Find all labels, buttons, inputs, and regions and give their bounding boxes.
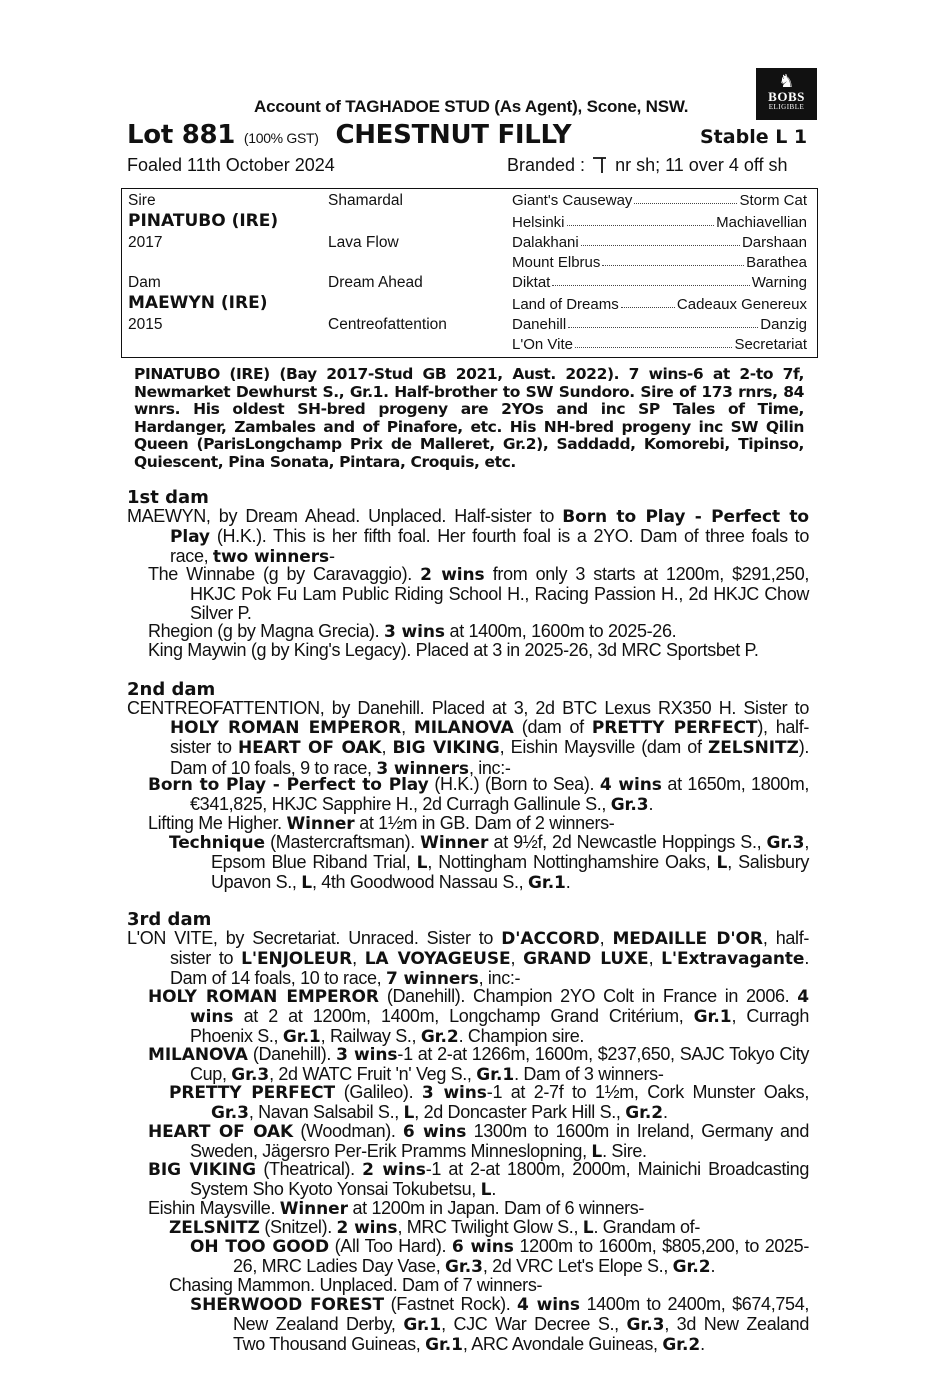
g3-right: Darshaan: [741, 234, 807, 251]
progeny-entry: Eishin Maysville. Winner at 1200m in Japan. Dam of 6 winners-: [148, 1198, 645, 1219]
sire-label: Sire: [128, 192, 156, 209]
g3-left: L'On Vite: [512, 336, 573, 353]
g3-row: [512, 234, 807, 251]
logo-subtext: ELIGIBLE: [768, 103, 805, 111]
g3-right: Warning: [751, 274, 807, 291]
progeny-entry: Technique (Mastercraftsman). Winner at 9½f, 2d Newcastle Hoppings S., Gr.3, Epsom Blue Riband Trial, L, Nottingham Nottinghamshire Oaks, L, Salisbury Upavon S., L, 4th Goodwood Nassau S., Gr.1.: [169, 832, 810, 894]
stable-number: Stable L 1: [700, 126, 808, 148]
dam-sire: Dream Ahead: [328, 274, 423, 291]
lot-number: Lot 881: [127, 120, 236, 150]
dot-leader: [634, 192, 737, 204]
pedigree-table: [121, 188, 818, 358]
dot-leader: [602, 254, 744, 266]
dot-leader: [552, 274, 749, 286]
dam-name: MAEWYN (IRE): [128, 293, 268, 313]
progeny-entry: King Maywin (g by King's Legacy). Placed at 3 in 2025-26, 3d MRC Sportsbet P.: [148, 640, 759, 660]
sire-summary: PINATUBO (IRE) (Bay 2017-Stud GB 2021, Aust. 2022). 7 wins-6 at 2-to 7f, Newmarket Dewhurst S., Gr.1. Half-brother to SW Sundoro. Sire of 173 rnrs, 84 wnrs. His oldest SH-bred progeny are 2YOs and inc SP Tales of Time, Hardanger, Zambales and of Pinafore, etc. His NH-bred progeny inc SW Qilin Queen (ParisLongchamp Prix de Malleret, Gr.2), Saddadd, Komorebi, Tipinso, Quiescent, Pina Sonata, Pintara, Croquis, etc.: [134, 365, 804, 471]
g3-row: [512, 336, 807, 353]
dam-label: Dam: [128, 274, 161, 291]
dam-dam: Centreofattention: [328, 316, 447, 333]
branded-line: [507, 155, 788, 176]
dot-leader: [567, 214, 715, 226]
branded-label: Branded :: [507, 155, 586, 175]
section-heading-3rd-dam: 3rd dam: [127, 909, 212, 930]
progeny-entry: Rhegion (g by Magna Grecia). 3 wins at 1400m, 1600m to 2025-26.: [148, 621, 677, 642]
g3-right: Machiavellian: [716, 214, 807, 231]
foaled-date: Foaled 11th October 2024: [127, 155, 335, 175]
progeny-entry: OH TOO GOOD (All Too Hard). 6 wins 1200m to 1600m, $805,200, to 2025-26, MRC Ladies Day Vase, Gr.3, 2d VRC Let's Elope S., Gr.2.: [190, 1236, 809, 1278]
sire-year: 2017: [128, 234, 163, 251]
g3-left: Danehill: [512, 316, 567, 333]
progeny-entry: Born to Play - Perfect to Play (H.K.) (Born to Sea). 4 wins at 1650m, 1800m, €341,825, HKJC Sapphire H., 2d Curragh Gallinule S., Gr.3.: [148, 774, 809, 816]
progeny-entry: HOLY ROMAN EMPEROR (Danehill). Champion 2YO Colt in France in 2006. 4 wins at 2 at 1200m, 1400m, Longchamp Grand Critérium, Gr.1, Curragh Phoenix S., Gr.1, Railway S., Gr.2. Champion sire.: [148, 986, 809, 1048]
horse-description: CHESTNUT FILLY: [335, 120, 572, 150]
sire-sire: Shamardal: [328, 192, 403, 209]
progeny-entry: MILANOVA (Danehill). 3 wins-1 at 2-at 1266m, 1600m, $237,650, SAJC Tokyo City Cup, Gr.3, 2d WATC Fruit 'n' Veg S., Gr.1. Dam of 3 winners-: [148, 1044, 810, 1086]
bobs-eligible-logo: [756, 68, 817, 120]
account-line: Account of TAGHADOE STUD (As Agent), Scone, NSW.: [254, 97, 689, 116]
dot-leader: [621, 296, 675, 308]
dot-leader: [575, 336, 732, 348]
progeny-entry: BIG VIKING (Theatrical). 2 wins-1 at 2-at 1800m, 2000m, Mainichi Broadcasting System Sho Kyoto Yonsai Tokubetsu, L.: [148, 1159, 809, 1201]
g3-row: [512, 274, 807, 291]
g3-right: Secretariat: [734, 336, 807, 353]
horse-icon: ♞: [778, 71, 795, 91]
progeny-entry: HEART OF OAK (Woodman). 6 wins 1300m to 1600m in Ireland, Germany and Sweden, Jägersro Per-Erik Pramms Minneslopning, L. Sire.: [148, 1121, 810, 1163]
g3-right: Storm Cat: [739, 192, 807, 209]
sire-name: PINATUBO (IRE): [128, 211, 279, 231]
g3-left: Land of Dreams: [512, 296, 619, 313]
g3-row: [512, 296, 807, 313]
progeny-entry: Chasing Mammon. Unplaced. Dam of 7 winners-: [169, 1275, 543, 1295]
g3-left: Diktat: [512, 274, 551, 291]
lot-title: [127, 120, 571, 150]
progeny-entry: PRETTY PERFECT (Galileo). 3 wins-1 at 2-7f to 1½m, Cork Munster Oaks, Gr.3, Navan Salsabil S., L, 2d Doncaster Park Hill S., Gr.2.: [169, 1082, 809, 1124]
dot-leader: [568, 316, 758, 328]
progeny-entry: SHERWOOD FOREST (Fastnet Rock). 4 wins 1400m to 2400m, $674,754, New Zealand Derby, Gr.1, CJC War Decree S., Gr.3, 3d New Zealand Two Thousand Guineas, Gr.1, ARC Avondale Guineas, Gr.2.: [190, 1294, 810, 1356]
g3-left: Giant's Causeway: [512, 192, 633, 209]
section-heading-1st-dam: 1st dam: [127, 487, 209, 508]
brand-mark-icon: [592, 156, 608, 174]
g3-row: [512, 254, 807, 271]
dam-paragraph: MAEWYN, by Dream Ahead. Unplaced. Half-sister to Born to Play - Perfect to Play (H.K.). This is her fifth foal. Her fourth foal is a 2YO. Dam of three foals to race, two winners-: [127, 506, 810, 568]
g3-left: Mount Elbrus: [512, 254, 601, 271]
g3-right: Cadeaux Genereux: [676, 296, 807, 313]
g3-left: Helsinki: [512, 214, 565, 231]
dam-year: 2015: [128, 316, 163, 333]
g3-row: [512, 214, 807, 231]
progeny-entry: ZELSNITZ (Snitzel). 2 wins, MRC Twilight Glow S., L. Grandam of-: [169, 1217, 700, 1238]
g3-row: [512, 192, 807, 209]
section-heading-2nd-dam: 2nd dam: [127, 679, 216, 700]
dam-paragraph: CENTREOFATTENTION, by Danehill. Placed at 3, 2d BTC Lexus RX350 H. Sister to HOLY ROMAN EMPEROR, MILANOVA (dam of PRETTY PERFECT), half-sister to HEART OF OAK, BIG VIKING, Eishin Maysville (dam of ZELSNITZ). Dam of 10 foals, 9 to race, 3 winners, inc:-: [127, 698, 809, 779]
g3-row: [512, 316, 807, 333]
progeny-entry: Lifting Me Higher. Winner at 1½m in GB. Dam of 2 winners-: [148, 813, 615, 834]
gst-note: (100% GST): [243, 130, 319, 146]
g3-right: Danzig: [760, 316, 807, 333]
progeny-entry: The Winnabe (g by Caravaggio). 2 wins from only 3 starts at 1200m, $291,250, HKJC Pok Fu Lam Public Riding School H., Racing Passion H., 2d HKJC Chow Silver P.: [148, 564, 810, 624]
g3-right: Barathea: [746, 254, 807, 271]
sire-dam: Lava Flow: [328, 234, 399, 251]
g3-left: Dalakhani: [512, 234, 579, 251]
dot-leader: [581, 234, 740, 246]
branded-text: nr sh; 11 over 4 off sh: [615, 155, 788, 175]
logo-text: BOBS: [768, 89, 805, 104]
dam-paragraph: L'ON VITE, by Secretariat. Unraced. Sister to D'ACCORD, MEDAILLE D'OR, half-sister to L'ENJOLEUR, LA VOYAGEUSE, GRAND LUXE, L'Extravagante. Dam of 14 foals, 10 to race, 7 winners, inc:-: [127, 928, 809, 990]
